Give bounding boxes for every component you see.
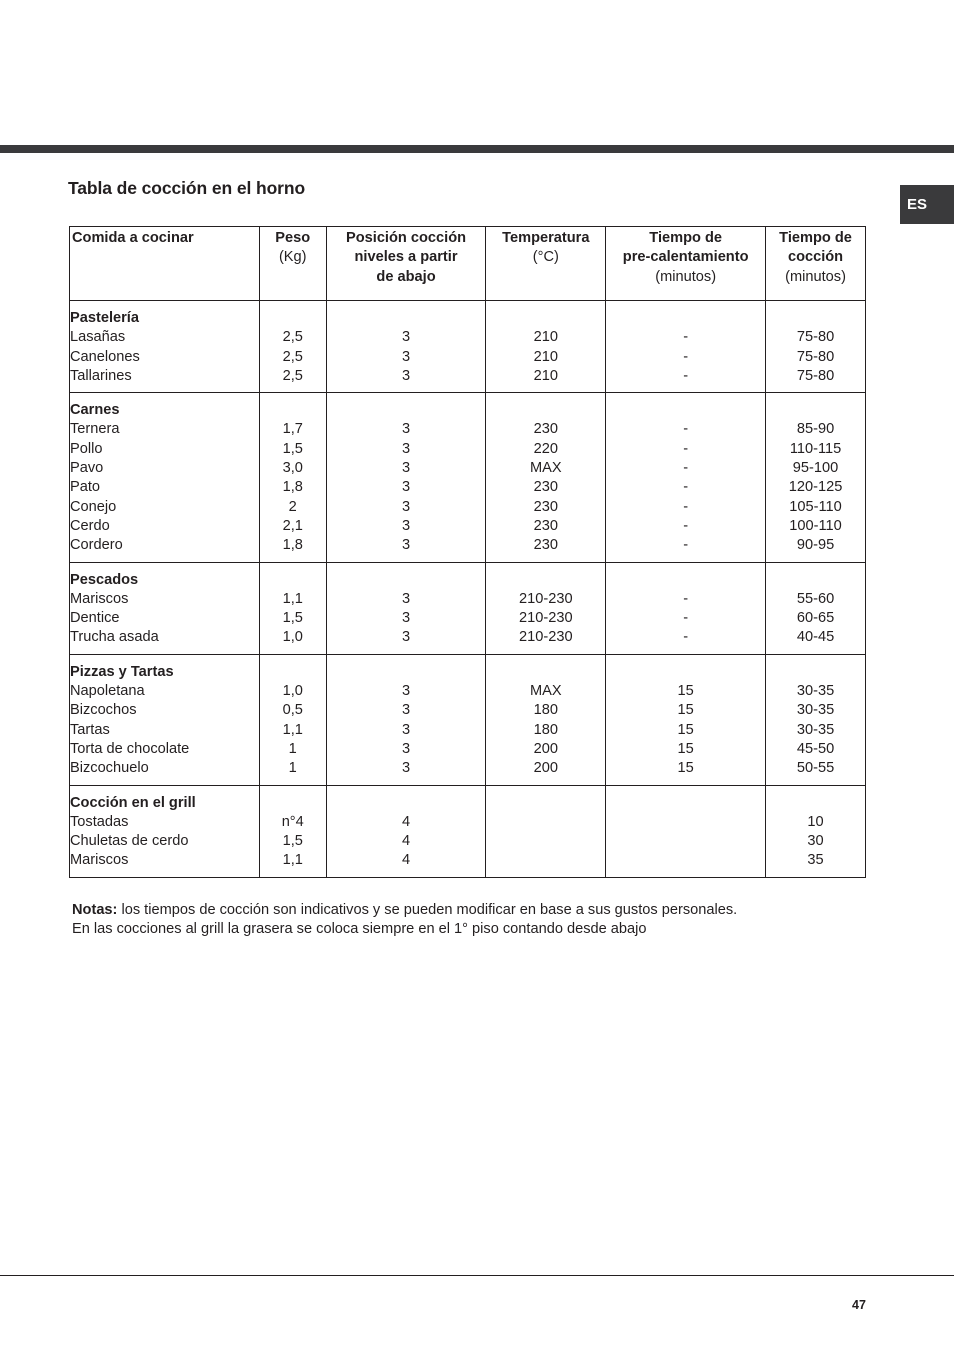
top-rule-bar — [0, 145, 954, 153]
cell-value: 3 — [401, 421, 411, 438]
cell-value: 40-45 — [796, 629, 835, 646]
column-header-unit: (°C) — [532, 249, 559, 266]
cell-value: 15 — [677, 721, 694, 738]
cell-value: 180 — [533, 721, 558, 738]
cell-value: 1,1 — [282, 852, 303, 869]
column-header-text: niveles a partir — [354, 249, 458, 266]
column-header-text: Peso — [275, 230, 311, 246]
cell-value: 210 — [533, 329, 558, 346]
cell-value: 3 — [401, 329, 411, 346]
cell-value: 45-50 — [796, 740, 835, 757]
cell-value: 2,5 — [282, 348, 303, 365]
food-item: Cordero — [70, 537, 123, 554]
food-item: Bizcochuelo — [70, 760, 149, 777]
cell-value: 230 — [533, 479, 558, 496]
cell-value: 85-90 — [796, 421, 835, 438]
cell-value: - — [683, 517, 689, 534]
food-group-name: Carnes — [70, 402, 120, 419]
column-header-text: Tiempo de — [779, 230, 852, 246]
notes-label: Notas: — [72, 902, 118, 918]
cell-value: 180 — [533, 702, 558, 719]
column-header — [486, 227, 606, 301]
column-header — [326, 227, 486, 301]
cell-value: 1,0 — [282, 629, 303, 646]
value-cell — [326, 393, 486, 562]
value-cell — [326, 301, 486, 393]
cell-value: 60-65 — [796, 610, 835, 627]
cell-value: MAX — [529, 460, 562, 477]
cell-value: - — [683, 537, 689, 554]
food-item: Ternera — [70, 421, 120, 438]
value-cell — [486, 301, 606, 393]
value-cell — [766, 393, 866, 562]
cell-value: 2 — [288, 498, 297, 515]
food-group-name: Cocción en el grill — [70, 794, 196, 811]
cell-value: 4 — [401, 833, 411, 850]
cell-value: 2,5 — [282, 329, 303, 346]
cell-value — [606, 851, 765, 870]
food-item: Lasañas — [70, 329, 126, 346]
cell-value: - — [683, 367, 689, 384]
cell-value: 120-125 — [788, 479, 843, 496]
cell-value: 210-230 — [519, 629, 573, 646]
column-header-text: cocción — [787, 249, 844, 266]
cell-value: 0,5 — [282, 702, 303, 719]
cell-value: 220 — [533, 440, 558, 457]
cell-value: 15 — [677, 683, 694, 700]
value-cell — [259, 785, 326, 877]
bottom-rule — [0, 1275, 954, 1276]
cell-value: 1,0 — [282, 683, 303, 700]
cell-value: 30 — [807, 833, 824, 850]
value-cell — [259, 562, 326, 654]
cell-value: 30-35 — [796, 721, 835, 738]
cell-value — [486, 832, 605, 851]
cell-value: 1,1 — [282, 721, 303, 738]
column-header — [259, 227, 326, 301]
cell-value — [486, 851, 605, 870]
cell-value: 110-115 — [789, 440, 842, 457]
food-item: Dentice — [70, 610, 120, 627]
cell-value: - — [683, 498, 689, 515]
food-item: Cerdo — [70, 517, 110, 534]
cell-value: 230 — [533, 498, 558, 515]
column-header-unit: (minutos) — [655, 268, 717, 285]
cell-value: 75-80 — [796, 367, 835, 384]
food-item: Pollo — [70, 440, 103, 457]
cell-value: - — [683, 460, 689, 477]
table-row — [70, 654, 866, 785]
cell-value: 1,8 — [282, 479, 303, 496]
cell-value — [486, 813, 605, 832]
value-cell — [326, 562, 486, 654]
notes — [72, 901, 872, 940]
food-item: Napoletana — [70, 683, 145, 700]
cell-value: 2,1 — [282, 517, 303, 534]
value-cell — [259, 393, 326, 562]
cell-value: 3 — [401, 460, 411, 477]
cell-value: 15 — [677, 702, 694, 719]
value-cell — [766, 562, 866, 654]
food-item: Pavo — [70, 460, 104, 477]
column-header-unit: (Kg) — [278, 249, 307, 266]
cell-value: 230 — [533, 421, 558, 438]
cell-value: MAX — [529, 683, 562, 700]
column-header-text: de abajo — [376, 268, 436, 285]
cell-value: 35 — [807, 852, 824, 869]
cell-value: - — [683, 440, 689, 457]
cell-value: 3 — [401, 517, 411, 534]
cell-value: 90-95 — [796, 537, 835, 554]
cell-value: 3,0 — [282, 460, 303, 477]
cell-value: - — [683, 421, 689, 438]
cell-value: 210-230 — [519, 610, 573, 627]
cell-value: - — [683, 329, 689, 346]
value-cell — [606, 301, 766, 393]
value-cell — [326, 785, 486, 877]
cell-value: 50-55 — [796, 760, 835, 777]
cell-value: - — [683, 610, 689, 627]
cell-value: 1,5 — [282, 440, 303, 457]
page-number: 47 — [852, 1298, 866, 1312]
food-item: Mariscos — [70, 590, 129, 607]
food-item: Mariscos — [70, 852, 129, 869]
cell-value: 3 — [401, 683, 411, 700]
food-group-name: Pastelería — [70, 310, 139, 326]
food-cell — [70, 562, 260, 654]
food-item: Chuletas de cerdo — [70, 833, 189, 850]
table-header-row — [70, 227, 866, 301]
cell-value: 200 — [533, 760, 558, 777]
cell-value: 1,1 — [282, 590, 303, 607]
table-row — [70, 785, 866, 877]
cell-value: - — [683, 590, 689, 607]
cell-value: 200 — [533, 740, 558, 757]
food-item: Bizcochos — [70, 702, 137, 719]
cell-value — [606, 813, 765, 832]
column-header-unit: (minutos) — [785, 268, 846, 285]
language-tab: ES — [900, 185, 954, 224]
value-cell — [766, 301, 866, 393]
value-cell — [326, 654, 486, 785]
cell-value: 3 — [401, 721, 411, 738]
value-cell — [486, 562, 606, 654]
food-item: Tallarines — [70, 367, 132, 384]
table-row — [70, 562, 866, 654]
cell-value: - — [683, 348, 689, 365]
cell-value: 105-110 — [789, 498, 842, 515]
cooking-table — [69, 226, 866, 878]
food-item: Trucha asada — [70, 629, 159, 646]
value-cell — [486, 785, 606, 877]
cell-value: 3 — [401, 348, 411, 365]
cell-value: 230 — [533, 517, 558, 534]
cell-value: 3 — [401, 479, 411, 496]
cell-value: 4 — [401, 852, 411, 869]
cell-value: 15 — [677, 740, 694, 757]
cell-value: 3 — [401, 440, 411, 457]
value-cell — [766, 785, 866, 877]
value-cell — [606, 393, 766, 562]
cell-value: - — [683, 479, 689, 496]
cell-value: 3 — [401, 740, 411, 757]
cell-value: 3 — [401, 590, 411, 607]
cell-value: 1,8 — [282, 537, 303, 554]
column-header-text: Comida a cocinar — [72, 230, 194, 246]
column-header-text: Posición cocción — [346, 230, 467, 246]
table-row — [70, 301, 866, 393]
food-cell — [70, 785, 260, 877]
column-header — [70, 227, 260, 301]
cell-value: 1,7 — [282, 421, 303, 438]
column-header-text: Tiempo de — [649, 230, 723, 246]
cell-value: 3 — [401, 498, 411, 515]
cell-value: 210 — [533, 348, 558, 365]
cell-value: 210 — [533, 367, 558, 384]
cell-value: 3 — [401, 537, 411, 554]
cell-value: 3 — [401, 760, 411, 777]
cell-value: 95-100 — [792, 460, 839, 477]
cell-value: 2,5 — [282, 367, 303, 384]
food-cell — [70, 654, 260, 785]
cell-value: 30-35 — [796, 683, 835, 700]
food-item: Torta de chocolate — [70, 740, 190, 757]
food-group-name: Pescados — [70, 571, 139, 588]
column-header-text: Temperatura — [502, 230, 590, 246]
table-body — [70, 301, 866, 878]
table-row — [70, 393, 866, 562]
value-cell — [606, 654, 766, 785]
value-cell — [606, 785, 766, 877]
value-cell — [606, 562, 766, 654]
cell-value: 1,5 — [282, 610, 303, 627]
cell-value: 1,5 — [282, 833, 303, 850]
cell-value: 3 — [401, 702, 411, 719]
notes-line-2: En las cocciones al grill la grasera se coloca siempre en el 1° piso contando desde abajo — [72, 921, 647, 938]
cell-value: n°4 — [281, 813, 304, 830]
cell-value: 75-80 — [796, 348, 835, 365]
cell-value: 15 — [677, 760, 694, 777]
cell-value: 55-60 — [796, 590, 835, 607]
column-header-text: pre-calentamiento — [622, 249, 749, 266]
cell-value: 4 — [401, 813, 411, 830]
cell-value: 100-110 — [789, 517, 842, 534]
cell-value: 3 — [401, 629, 411, 646]
value-cell — [259, 301, 326, 393]
cell-value: 30-35 — [796, 702, 835, 719]
cell-value: 10 — [807, 813, 824, 830]
cell-value: 75-80 — [796, 329, 835, 346]
food-item: Canelones — [70, 348, 140, 365]
food-group-name: Pizzas y Tartas — [70, 663, 174, 680]
section-title: Tabla de cocción en el horno — [68, 178, 306, 198]
cell-value: 1 — [288, 740, 297, 757]
cell-value — [606, 832, 765, 851]
value-cell — [766, 654, 866, 785]
cell-value: 3 — [401, 367, 411, 384]
food-item: Conejo — [70, 498, 117, 515]
food-cell — [70, 301, 260, 393]
cell-value: 230 — [533, 537, 558, 554]
column-header — [766, 227, 866, 301]
food-item: Tostadas — [70, 813, 129, 830]
food-item: Tartas — [70, 721, 110, 738]
column-header — [606, 227, 766, 301]
notes-line-1: los tiempos de cocción son indicativos y se pueden modificar en base a sus gustos personales. — [117, 902, 738, 918]
cell-value: 1 — [288, 760, 297, 777]
cell-value: - — [683, 629, 689, 646]
value-cell — [259, 654, 326, 785]
food-cell — [70, 393, 260, 562]
cell-value: 210-230 — [519, 590, 573, 607]
value-cell — [486, 393, 606, 562]
food-item: Pato — [70, 479, 101, 496]
cell-value: 3 — [401, 610, 411, 627]
value-cell — [486, 654, 606, 785]
